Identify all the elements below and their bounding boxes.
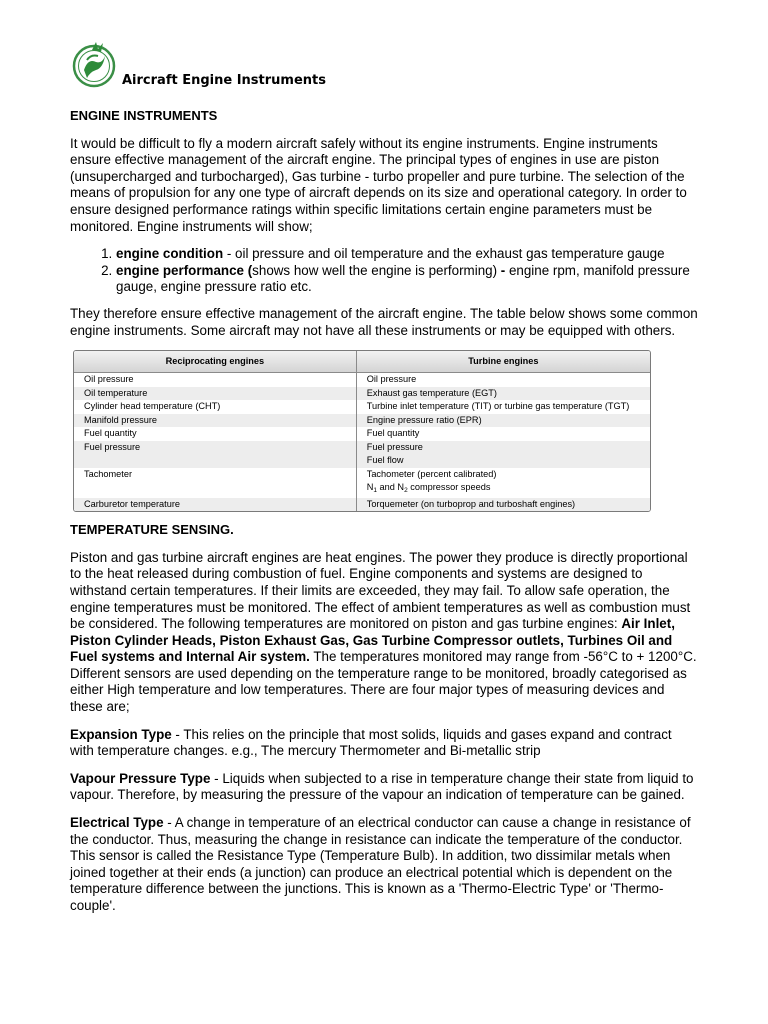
intro-paragraph: It would be difficult to fly a modern aircraft safely without its engine instruments. Engine instruments ensure effective management of the aircraft engine. The principal types of engines in use are piston (unsupercharged and turbocharged), Gas turbine - turbo propeller and pure turbine. The selection of the means of propulsion for any one type of aircraft depends on its size and operational category. In order to ensure designed performance ratings within specific limitations certain engine parameters must be monitored. Engine instruments will show;	[70, 135, 687, 234]
table-row: Oil pressure Oil pressure	[74, 373, 650, 387]
vapour-type-paragraph: Vapour Pressure Type - Liquids when subjected to a rise in temperature change their state from liquid to vapour. Therefore, by measuring the pressure of the vapour an indication of temperature can be gained.	[70, 770, 694, 803]
list-item: 1. engine condition - oil pressure and oil temperature and the exhaust gas temperature gauge	[116, 246, 698, 263]
section-heading-engine-instruments: ENGINE INSTRUMENTS	[70, 108, 218, 123]
list-item: 2. engine performance (shows how well the engine is performing) - engine rpm, manifold pressure gauge, engine pressure ratio etc.	[116, 263, 698, 296]
document-body	[70, 108, 698, 926]
engine-instruments-table	[73, 350, 651, 512]
table-header: Reciprocating engines	[74, 351, 356, 373]
table-row: Cylinder head temperature (CHT) Turbine inlet temperature (TIT) or turbine gas temperature (TGT)	[74, 400, 650, 414]
table-row: Tachometer Tachometer (percent calibrated) $N_1$ and $N_2$ compressor speeds	[74, 468, 650, 498]
table-row: Manifold pressure Engine pressure ratio (EPR)	[74, 414, 650, 428]
table-header: Turbine engines	[356, 351, 650, 373]
table-row: Oil temperature Exhaust gas temperature (EGT)	[74, 387, 650, 401]
expansion-type-paragraph: Expansion Type - This relies on the principle that most solids, liquids and gases expand and contract with temperature changes. e.g., The mercury Thermometer and Bi-metallic strip	[70, 726, 672, 759]
table-row: Fuel quantity Fuel quantity	[74, 427, 650, 441]
electrical-type-paragraph: Electrical Type - A change in temperature of an electrical conductor can cause a change in resistance of the conductor. Thus, measuring the change in resistance can indicate the temperature of the conductor. This sensor is called the Resistance Type (Temperature Bulb). In addition, two dissimilar metals when joined together at their ends (a junction) can produce an electrical potential which is dependent on the temperature difference between the junctions. This is known as a 'Thermo-Electric Type' or 'Thermo-couple'.	[70, 815, 691, 913]
temperature-paragraph: Piston and gas turbine aircraft engines are heat engines. The power they produce is directly proportional to the heat released during combustion of fuel. Engine components and systems are designed to withstand certain temperatures. If their limits are exceeded, they may fail. To allow safe operation, the engine temperatures must be monitored. The effect of ambient temperatures as well as combustion must be considered. The following temperatures are monitored on piston and gas turbine engines: Air Inlet, Piston Cylinder Heads, Piston Exhaust Gas, Gas Turbine Compressor outlets, Turbines Oil and Fuel systems and Internal Air system. The temperatures monitored may range from -56°C to + 1200°C. Different sensors are used depending on the temperature range to be monitored, broadly categorised as either High temperature and low temperatures. There are four major types of measuring devices and these are;	[70, 549, 697, 715]
instrument-list	[70, 246, 698, 296]
logo-icon	[72, 40, 122, 90]
section-heading-temperature-sensing: TEMPERATURE SENSING.	[70, 522, 234, 538]
table-row: Carburetor temperature Torquemeter (on turboprop and turboshaft engines)	[74, 498, 650, 512]
table-row: Fuel pressure Fuel pressure Fuel flow	[74, 441, 650, 468]
after-list-paragraph: They therefore ensure effective management of the aircraft engine. The table below shows some common engine instruments. Some aircraft may not have all these instruments or may be equipped with others.	[70, 305, 698, 338]
header-title: Aircraft Engine Instruments	[122, 73, 326, 88]
